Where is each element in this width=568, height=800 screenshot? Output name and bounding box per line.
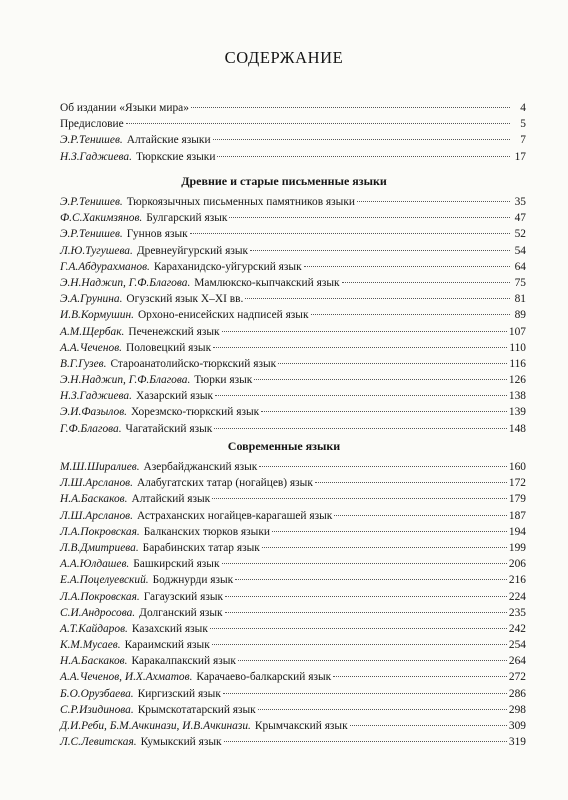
toc-entry-title: Барабинских татар язык bbox=[142, 541, 260, 554]
dot-leader bbox=[357, 201, 510, 202]
toc-entry-page-number: 298 bbox=[508, 703, 526, 716]
dot-leader bbox=[222, 563, 507, 564]
toc-entry-author: Э.Н.Наджип, Г.Ф.Благова. bbox=[60, 276, 191, 289]
dot-leader bbox=[223, 693, 507, 694]
toc-modern-list bbox=[60, 459, 526, 750]
toc-entry-page-number: 110 bbox=[509, 341, 526, 354]
toc-entry bbox=[60, 605, 526, 621]
toc-intro-list bbox=[60, 100, 526, 165]
toc-entry-page-number: 319 bbox=[508, 736, 526, 749]
toc-entry bbox=[60, 149, 526, 165]
dot-leader bbox=[225, 596, 507, 597]
toc-entry-page-number: 264 bbox=[508, 655, 526, 668]
toc-entry-author: Л.Ш.Арсланов. bbox=[60, 509, 133, 522]
toc-entry-title: Боджнурди язык bbox=[152, 574, 234, 587]
toc-entry-title: Алабугатских татар (ногайцев) язык bbox=[136, 477, 313, 490]
dot-leader bbox=[212, 498, 507, 499]
toc-entry-title: Крымскотатарский язык bbox=[137, 703, 256, 716]
toc-entry bbox=[60, 508, 526, 524]
toc-entry-author: Н.З.Гаджиева. bbox=[60, 390, 132, 403]
toc-entry bbox=[60, 404, 526, 420]
toc-entry bbox=[60, 524, 526, 540]
toc-entry bbox=[60, 637, 526, 653]
toc-entry-title: Долганский язык bbox=[139, 606, 223, 619]
dot-leader bbox=[215, 395, 507, 396]
dot-leader bbox=[190, 233, 510, 234]
toc-entry-author: Н.З.Гаджиева. bbox=[60, 150, 132, 163]
dot-leader bbox=[213, 347, 507, 348]
toc-entry-page-number: 179 bbox=[508, 493, 526, 506]
toc-entry bbox=[60, 116, 526, 132]
toc-entry bbox=[60, 100, 526, 116]
dot-leader bbox=[259, 466, 507, 467]
toc-entry-author: Н.А.Баскаков. bbox=[60, 655, 128, 668]
toc-entry-title: Орхоно-енисейских надписей язык bbox=[137, 309, 309, 322]
toc-entry-page-number: 309 bbox=[508, 720, 526, 732]
toc-entry bbox=[60, 291, 526, 307]
toc-entry bbox=[60, 132, 526, 148]
toc-entry-page-number: 272 bbox=[508, 671, 526, 684]
toc-entry-title: Крымчакский язык bbox=[254, 720, 348, 732]
toc-entry-page-number: 172 bbox=[508, 477, 526, 490]
toc-entry-author: Э.А.Грунина. bbox=[60, 293, 123, 306]
toc-entry-page-number: 160 bbox=[508, 461, 526, 473]
toc-entry bbox=[60, 388, 526, 404]
toc-entry bbox=[60, 718, 526, 734]
toc-entry bbox=[60, 686, 526, 702]
toc-entry bbox=[60, 356, 526, 372]
toc-entry-title: Азербайджанский язык bbox=[143, 461, 258, 473]
toc-entry-title: Карачаево-балкарский язык bbox=[196, 671, 332, 684]
toc-entry-author: С.И.Андросова. bbox=[60, 606, 136, 619]
toc-entry-page-number: 116 bbox=[509, 357, 526, 370]
dot-leader bbox=[217, 156, 510, 157]
toc-entry-page-number: 138 bbox=[508, 390, 526, 403]
toc-entry-author: К.М.Мусаев. bbox=[60, 639, 121, 652]
section-heading-ancient: Древние и старые письменные языки bbox=[181, 174, 387, 188]
toc-entry bbox=[60, 243, 526, 259]
toc-entry bbox=[60, 653, 526, 669]
toc-entry-title: Башкирский язык bbox=[133, 558, 220, 571]
toc-entry-title: Балканских тюрков языки bbox=[143, 525, 270, 538]
toc-entry-page-number: 224 bbox=[508, 590, 526, 603]
toc-entry-page-number: 199 bbox=[508, 541, 526, 554]
toc-entry bbox=[60, 459, 526, 475]
toc-entry-page-number: 75 bbox=[514, 276, 526, 289]
toc-entry-page-number: 286 bbox=[508, 687, 526, 700]
dot-leader bbox=[235, 579, 507, 580]
toc-entry-page-number: 81 bbox=[514, 293, 526, 306]
toc-entry-author: Э.Р.Тенишев. bbox=[60, 134, 123, 147]
dot-leader bbox=[333, 676, 507, 677]
dot-leader bbox=[210, 628, 507, 629]
toc-entry-author: Е.А.Поцелуевский. bbox=[60, 574, 149, 587]
toc-entry-title: Староанатолийско-тюркский язык bbox=[110, 357, 277, 370]
toc-entry-author: Э.И.Фазылов. bbox=[60, 406, 127, 419]
toc-entry-author: Л.Ю.Тугушева. bbox=[60, 244, 133, 257]
toc-entry-author: Л.А.Покровская. bbox=[60, 525, 140, 538]
toc-entry bbox=[60, 421, 526, 437]
toc-entry-title: Печенежский язык bbox=[128, 325, 220, 338]
toc-entry-author: Ф.С.Хакимзянов. bbox=[60, 212, 143, 225]
toc-entry-title: Тюркские языки bbox=[135, 150, 216, 163]
dot-leader bbox=[224, 741, 507, 742]
toc-entry-author: Г.А.Абдурахманов. bbox=[60, 260, 150, 273]
toc-entry-page-number: 107 bbox=[508, 325, 526, 338]
toc-entry-title: Каракалпакский язык bbox=[131, 655, 236, 668]
dot-leader bbox=[238, 660, 507, 661]
toc-entry-title: Древнеуйгурский язык bbox=[136, 244, 249, 257]
toc-entry bbox=[60, 210, 526, 226]
toc-entry bbox=[60, 702, 526, 718]
toc-entry-title: Половецкий язык bbox=[126, 341, 212, 354]
toc-entry bbox=[60, 572, 526, 588]
toc-entry-author: Л.Ш.Арсланов. bbox=[60, 477, 133, 490]
dot-leader bbox=[262, 547, 507, 548]
toc-entry bbox=[60, 307, 526, 323]
toc-entry-author: Л.В.Дмитриева. bbox=[60, 541, 139, 554]
toc-ancient-list bbox=[60, 194, 526, 437]
toc-entry-author: Л.А.Покровская. bbox=[60, 590, 140, 603]
toc-entry bbox=[60, 475, 526, 491]
dot-leader bbox=[222, 331, 507, 332]
toc-entry-author: М.Ш.Ширалиев. bbox=[60, 461, 140, 473]
toc-entry-page-number: 52 bbox=[514, 228, 526, 241]
toc-entry-page-number: 89 bbox=[514, 309, 526, 322]
toc-entry-author: Э.Р.Тенишев. bbox=[60, 196, 123, 208]
toc-entry-author: А.А.Юлдашев. bbox=[60, 558, 130, 571]
toc-entry-title: Огузский язык X–XI вв. bbox=[126, 293, 244, 306]
toc-entry-author: Д.И.Реби, Б.М.Ачкинази, И.В.Ачкинази. bbox=[60, 720, 251, 732]
dot-leader bbox=[225, 612, 507, 613]
toc-entry-title: Казахский язык bbox=[131, 622, 208, 635]
dot-leader bbox=[229, 217, 510, 218]
toc-entry-author: А.А.Чеченов. bbox=[60, 341, 122, 354]
section-heading-modern: Современные языки bbox=[227, 439, 341, 453]
toc-entry bbox=[60, 621, 526, 637]
toc-entry-title: Об издании «Языки мира» bbox=[60, 102, 189, 114]
toc-entry-page-number: 35 bbox=[514, 196, 526, 208]
toc-entry-title: Астраханских ногайцев-карагашей язык bbox=[136, 509, 333, 522]
toc-entry-title: Кумыкский язык bbox=[140, 736, 222, 749]
dot-leader bbox=[272, 531, 507, 532]
toc-entry-page-number: 187 bbox=[508, 509, 526, 522]
dot-leader bbox=[245, 298, 510, 299]
toc-entry bbox=[60, 669, 526, 685]
toc-entry-author: Э.Р.Тенишев. bbox=[60, 228, 123, 241]
toc-entry-page-number: 148 bbox=[508, 422, 526, 435]
toc-entry-page-number: 206 bbox=[508, 558, 526, 571]
dot-leader bbox=[334, 515, 507, 516]
toc-entry-author: Г.Ф.Благова. bbox=[60, 422, 122, 435]
toc-entry-title: Алтайский язык bbox=[131, 493, 211, 506]
toc-entry-author: Л.С.Левитская. bbox=[60, 736, 137, 749]
toc-entry-author: Б.О.Орузбаева. bbox=[60, 687, 134, 700]
toc-entry bbox=[60, 226, 526, 242]
toc-entry-title: Мамлюкско-кыпчакский язык bbox=[194, 276, 340, 289]
toc-entry-page-number: 126 bbox=[508, 374, 526, 387]
toc-entry-page-number: 54 bbox=[514, 244, 526, 257]
dot-leader bbox=[304, 266, 510, 267]
toc-entry-page-number: 4 bbox=[520, 102, 526, 114]
toc-entry bbox=[60, 324, 526, 340]
dot-leader bbox=[258, 709, 507, 710]
toc-entry-title: Караханидско-уйгурский язык bbox=[153, 260, 302, 273]
toc-entry bbox=[60, 259, 526, 275]
toc-entry-title: Тюрки язык bbox=[194, 374, 253, 387]
toc-entry-page-number: 47 bbox=[514, 212, 526, 225]
toc-entry-author: А.А.Чеченов, И.Х.Ахматов. bbox=[60, 671, 193, 684]
toc-entry-page-number: 254 bbox=[508, 639, 526, 652]
dot-leader bbox=[214, 428, 507, 429]
toc-entry bbox=[60, 556, 526, 572]
dot-leader bbox=[315, 482, 507, 483]
toc-entry-title: Булгарский язык bbox=[146, 212, 228, 225]
dot-leader bbox=[254, 379, 507, 380]
toc-entry-page-number: 17 bbox=[514, 150, 526, 163]
toc-entry-author: В.Г.Гузев. bbox=[60, 357, 107, 370]
toc-entry-title: Чагатайский язык bbox=[125, 422, 213, 435]
toc-entry-title: Хорезмско-тюркский язык bbox=[131, 406, 260, 419]
toc-entry-title: Гагаузский язык bbox=[143, 590, 224, 603]
toc-entry-title: Караимский язык bbox=[124, 639, 210, 652]
toc-entry-page-number: 216 bbox=[508, 574, 526, 587]
toc-entry bbox=[60, 275, 526, 291]
toc-entry bbox=[60, 734, 526, 750]
dot-leader bbox=[261, 411, 507, 412]
toc-entry bbox=[60, 589, 526, 605]
toc-entry-author: Н.А.Баскаков. bbox=[60, 493, 128, 506]
toc-entry-author: А.Т.Кайдаров. bbox=[60, 622, 128, 635]
toc-entry-page-number: 235 bbox=[508, 606, 526, 619]
toc-entry-title: Предисловие bbox=[60, 118, 124, 131]
dot-leader bbox=[311, 314, 511, 315]
toc-entry-page-number: 7 bbox=[520, 134, 526, 147]
toc-entry bbox=[60, 340, 526, 356]
toc-entry-title: Тюркоязычных письменных памятников языки bbox=[126, 196, 355, 208]
toc-entry-page-number: 5 bbox=[520, 118, 526, 131]
toc-entry-author: И.В.Кормушин. bbox=[60, 309, 134, 322]
toc-entry bbox=[60, 372, 526, 388]
dot-leader bbox=[250, 250, 510, 251]
dot-leader bbox=[350, 725, 507, 726]
toc-entry-page-number: 139 bbox=[508, 406, 526, 419]
toc-entry-author: Э.Н.Наджип, Г.Ф.Благова. bbox=[60, 374, 191, 387]
toc-entry-title: Киргизский язык bbox=[137, 687, 221, 700]
toc-entry-page-number: 242 bbox=[508, 622, 526, 635]
toc-entry-page-number: 194 bbox=[508, 525, 526, 538]
toc-entry-page-number: 64 bbox=[514, 260, 526, 273]
dot-leader bbox=[278, 363, 507, 364]
toc-entry-title: Хазарский язык bbox=[135, 390, 214, 403]
dot-leader bbox=[213, 139, 510, 140]
toc-entry bbox=[60, 194, 526, 210]
page-title: СОДЕРЖАНИЕ bbox=[224, 48, 344, 67]
toc-entry-author: А.М.Щербак. bbox=[60, 325, 125, 338]
dot-leader bbox=[212, 644, 507, 645]
dot-leader bbox=[342, 282, 510, 283]
toc-entry-author: С.Р.Изидинова. bbox=[60, 703, 134, 716]
dot-leader bbox=[126, 123, 510, 124]
toc-entry bbox=[60, 491, 526, 507]
toc-entry bbox=[60, 540, 526, 556]
toc-entry-title: Алтайские языки bbox=[126, 134, 211, 147]
toc-entry-title: Гуннов язык bbox=[126, 228, 188, 241]
dot-leader bbox=[191, 107, 510, 108]
